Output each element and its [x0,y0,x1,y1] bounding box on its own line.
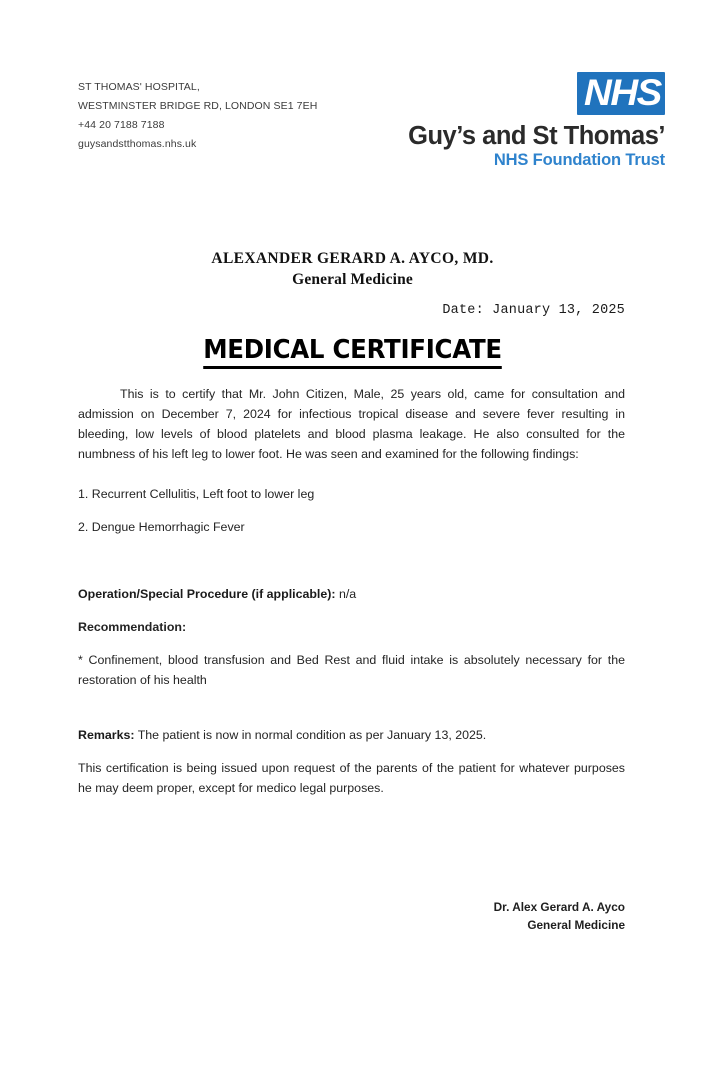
letterhead-line-hospital: ST THOMAS' HOSPITAL, [78,81,200,93]
page-title-container [0,337,705,369]
nhs-trust-logo [375,72,665,170]
remarks-row [78,725,625,745]
signature-specialty: General Medicine [527,918,625,932]
letterhead-line-phone: +44 20 7188 7188 [78,119,165,131]
recommendation-label: Recommendation: [78,619,187,634]
operation-row [78,584,625,604]
lead-paragraph: This is to certify that Mr. John Citizen, Male, 25 years old, came for consultation and admission on December 7, 2024 for infectious tropical disease and severe fever resulting in bleeding, low levels of blood platelets and blood plasma leakage. He also consulted for the numbness of his left leg to lower foot. He was seen and examined for the following findings: [78,387,625,462]
spacer [78,538,625,584]
letterhead-line-website: guysandstthomas.nhs.uk [78,138,197,150]
signature-name: Dr. Alex Gerard A. Ayco [493,900,625,914]
operation-value: n/a [338,586,357,601]
finding-item-1: 1. Recurrent Cellulitis, Left foot to lower leg [78,487,315,502]
recommendation-text: * Confinement, blood transfusion and Bed Rest and fluid intake is absolutely necessary for the restoration of his health [78,652,625,687]
trust-subtitle: NHS Foundation Trust [493,151,665,170]
physician-header [0,250,705,290]
nhs-logo-icon [577,72,665,115]
letterhead-line-address: WESTMINSTER BRIDGE RD, LONDON SE1 7EH [78,100,318,112]
spacer [78,637,625,650]
remarks-label: Remarks: [78,727,135,742]
operation-label: Operation/Special Procedure (if applicable): [78,586,336,601]
certificate-date: Date: January 13, 2025 [442,303,625,318]
finding-item-2: 2. Dengue Hemorrhagic Fever [78,520,245,535]
spacer [78,504,625,517]
spacer [78,604,625,617]
closing-paragraph: This certification is being issued upon request of the parents of the patient for whatever purposes he may deem proper, except for medico legal purposes. [78,761,625,796]
trust-name: Guy’s and St Thomas’ [408,121,665,150]
page-title: MEDICAL CERTIFICATE [203,337,502,369]
signature-block [494,898,625,934]
spacer [78,745,625,758]
certificate-body [78,384,625,798]
spacer [78,464,625,484]
hospital-letterhead [78,78,408,154]
nhs-logo-text: NHS [584,72,661,113]
remarks-text: The patient is now in normal condition as per January 13, 2025. [137,727,487,742]
spacer [78,690,625,725]
physician-name: ALEXANDER GERARD A. AYCO, MD. [211,250,494,267]
physician-specialty: General Medicine [292,270,413,288]
